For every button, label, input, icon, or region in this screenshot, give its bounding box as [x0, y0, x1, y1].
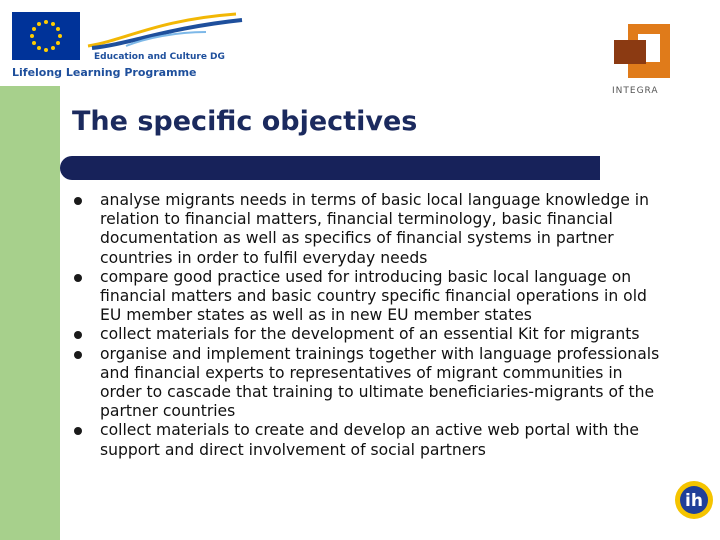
- slide-title: The specific objectives: [72, 106, 418, 137]
- programme-label: Lifelong Learning Programme: [12, 66, 197, 79]
- list-item: [66, 191, 666, 268]
- integra-label: INTEGRA: [612, 86, 659, 96]
- bullet-text: collect materials to create and develop an active web portal with the support and direct involvement of social partners: [100, 421, 639, 459]
- ih-logo-icon: [674, 480, 714, 520]
- objectives-list: [66, 191, 666, 460]
- integra-logo-icon: [614, 24, 670, 84]
- bullet-icon: [74, 197, 82, 205]
- title-underline-bar: [60, 156, 600, 180]
- bullet-text: collect materials for the development of an essential Kit for migrants: [100, 325, 640, 344]
- bullet-text: compare good practice used for introducing basic local language on financial matters and basic country specific financial operations in old EU member states as well as in new EU member states: [100, 267, 647, 325]
- bullet-icon: [74, 351, 82, 359]
- eu-flag-icon: [12, 12, 80, 60]
- bullet-icon: [74, 427, 82, 435]
- list-item: [66, 325, 666, 344]
- dg-label: Education and Culture DG: [94, 52, 225, 62]
- bullet-text: organise and implement trainings together with language professionals and financial experts to representatives of migrant communities in order to cascade that training to ultimate beneficiaries-migrants of the partner countries: [100, 344, 660, 421]
- education-swoosh-icon: [86, 10, 246, 50]
- header-logo-area: [0, 0, 252, 86]
- bullet-icon: [74, 274, 82, 282]
- bullet-icon: [74, 331, 82, 339]
- list-item: [66, 345, 666, 422]
- bullet-text: analyse migrants needs in terms of basic local language knowledge in relation to financial matters, financial terminology, basic financial documentation as well as specifics of financial systems in partner countries in order to fulfil everyday needs: [100, 191, 650, 267]
- ih-logo-text: ih: [685, 491, 703, 511]
- list-item: [66, 421, 666, 459]
- list-item: [66, 268, 666, 326]
